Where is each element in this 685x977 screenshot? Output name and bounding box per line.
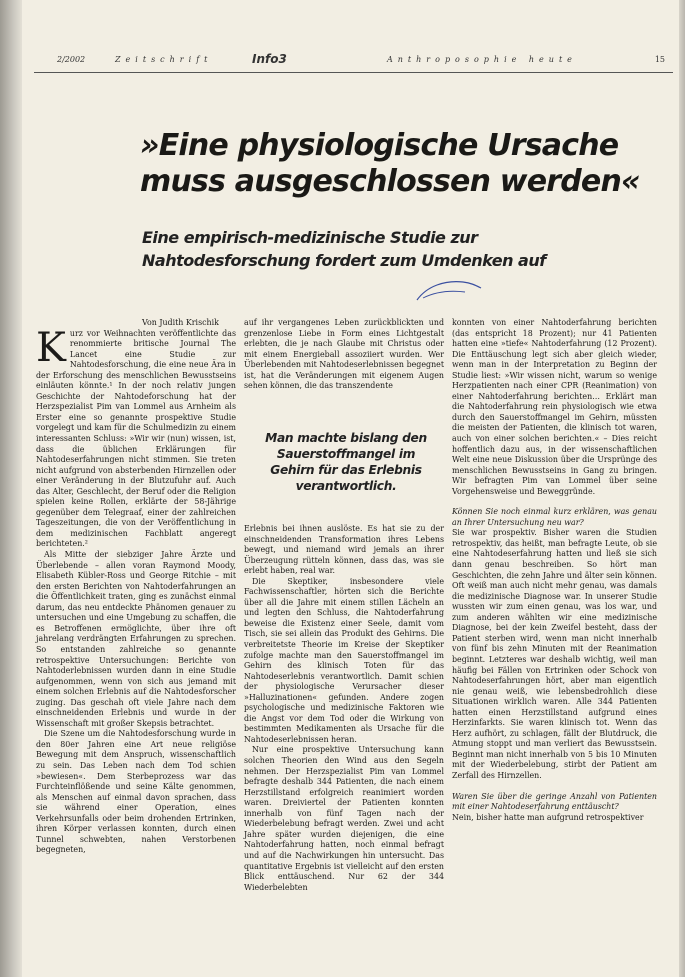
magazine-label: Zeitschrift [115, 55, 213, 64]
article-title: »Eine physiologische Ursache muss ausgeschlossen werden« [140, 128, 640, 199]
paragraph: Die Skeptiker, insbesondere viele Fachwissenschaftler, hörten sich die Berichte über all die Jahre mit einem stillen Lächeln an und legten den Schluss, die Nahtoderfahrung beweise die Existenz einer Seele, damit vom Tisch, sie sei allein das Produkt des Gehirns. Die verbreitetste Theorie im Kreise der Skeptiker zufolge machte man den Sauerstoffmangel im Gehirn des klinisch Toten für das Nahtodeserlebnis verantwortlich. Damit schien der physiologische Verursacher dieser »Halluzinationen« gefunden. Andere zogen psychologische und medizinische Faktoren wie die Angst vor dem Tod oder die Wirkung von bestimmten Medikamenten als Ursache für die Nahtodeserlebnissen heran. [244, 576, 444, 744]
column-2-bottom [244, 524, 444, 893]
paragraph: Erlebnis bei ihnen auslöste. Es hat sie zu der einschneidenden Transformation ihres Lebens bewegt, und niemand wird jemals an ihrer Überzeugung rütteln können, dass das, was sie erlebt haben, real war. [244, 524, 444, 576]
page-edge [679, 0, 685, 977]
drop-cap: K [36, 324, 66, 371]
paragraph: Als Mitte der siebziger Jahre Ärzte und Überlebende – allen voran Raymond Moody, Elisabeth Kübler-Ross und George Ritchie – mit den ersten Berichten von Nahtoderfahrungen an die Öffentlichkeit traten, ging es zunächst einmal darum, das neu entdeckte Phänomen genauer zu untersuchen und eine Umgebung zu schaffen, die es Betroffenen ermöglichte, über ihre oft jahrelang verdrängten Erfahrungen zu sprechen. So entstanden zahlreiche so genannte retrospektive Untersuchungen: Berichte von Nahtoderlebnissen wurden dann in eine Studie aufgenommen, wenn von sich aus jemand mit einem solchen Erlebnis auf die Nahtodesforscher zuging. Das geschah oft viele Jahre nach dem einschneidenden Erlebnis und wurde in der Wissenschaft mit großer Skepsis betrachtet. [36, 550, 236, 728]
byline: Von Judith Krischik [142, 318, 219, 327]
column-2-top [244, 318, 444, 392]
issue-number: 2/2002 [57, 55, 86, 64]
interview-question: Können Sie noch einmal kurz erklären, was genau an Ihrer Untersuchung neu war? [452, 507, 657, 527]
paragraph: Nur eine prospektive Untersuchung kann solchen Theorien den Wind aus den Segeln nehmen. Der Herzspezialist Pim van Lommel befragte deshalb 344 Patienten, die nach einem Herzstillstand erfolgreich reanimiert worden waren. Dreiviertel der Patienten konnten innerhalb von fünf Tagen nach der Wiederbelebung befragt werden. Zwei und acht Jahre später wurden diejenigen, die eine Nahtoderfahrung hatten, noch einmal befragt und auf die Nachwirkungen hin untersucht. Das quantitative Ergebnis ist vielleicht auf den ersten Blick enttäuschend. Nur 62 der 344 Wiederbelebten [244, 745, 444, 892]
interview-answer: Nein, bisher hatte man aufgrund retrospektiver [452, 812, 644, 822]
pull-quote: Man machte bislang den Sauerstoffmangel im Gehirn für das Erlebnis verantwortlich. [265, 431, 427, 493]
lead-text: urz vor Weihnachten veröffentlichte das renommierte britische Journal The Lancet eine Studie zur Nahtodesforschung, die eine neue Ära in der Erforschung des menschlichen Bewusstseins einläuten könnte.¹ In der noch relativ jungen Geschichte der Nahtodeforschung hat der Herzspezialist Pim van Lommel aus Arnheim als Erster eine so genannte prospektive Studie vorgelegt und kam für die Schulmedizin zu einem interessanten Schluss: »Wir wir (nun) wissen, ist, dass die üblichen Erklärungen für Nahtodeserfahrungen nicht stimmen. Sie treten nicht aufgrund von absterbenden Hirnzellen oder einer Veränderung in der Blutzufuhr auf. Auch das Alter, Geschlecht, der Beruf oder die Religion spielen keine Rollen, erklärte der 58-Jährige gegenüber dem Telegraaf, einer der zahlreichen Tageszeitungen, die von der Veröffentlichung in dem medizinischen Fachblatt angeregt berichteten.² [36, 328, 236, 549]
interview-answer: Sie war prospektiv. Bisher waren die Studien retrospektiv, das heißt, man befragte Leute, ob sie eine Nahtodeserfahrung hatten und ließ sie sich dann genau beschreiben. So hört man Geschichten, die zehn Jahre und älter sein können. Oft weiß man auch nicht mehr genau, was damals die medizinische Diagnose war. In unserer Studie wussten wir zum einen genau, was los war, und zum anderen wählten wir eine medizinische Diagnose, bei der kein Zweifel besteht, dass der Patient sterben wird, wenn man nicht innerhalb von fünf bis zehn Minuten mit der Reanimation beginnt. Letzteres war deshalb wichtig, weil man häufig bei Fällen von Ertrinken oder Schock von Nahtodeserfahrungen hört, aber man eigentlich nie genau weiß, wie lebensbedrohlich diese Situationen wirklich waren. Alle 344 Patienten hatten einen Herzstillstand aufgrund eines Herzinfarkts. Sie waren klinisch tot. Wenn das Herz aufhört, zu schlagen, fällt der Blutdruck, die Atmung stoppt und man verliert das Bewusstsein. Beginnt man nicht innerhalb von 5 bis 10 Minuten mit der Wiederbelebung, stirbt der Patient am Zerfall des Hirnzellen. [452, 528, 657, 780]
column-1 [36, 318, 236, 856]
magazine-page [22, 0, 685, 977]
interview-question: Waren Sie über die geringe Anzahl von Patienten mit einer Nahtodeserfahrung enttäuscht? [452, 791, 657, 812]
paragraph: Die Szene um die Nahtodesforschung wurde in den 80er Jahren eine Art neue religiöse Bewegung mit dem Anspruch, wissenschaftlich zu sein. Das Leben nach dem Tod schien »bewiesen«. Dem Sterbeprozess war das Furchteinflößende und seine Kälte genommen, als Menschen auf einmal davon sprachen, dass sie während einer Operation, eines Verkehrsunfalls oder beim drohenden Ertrinken, ihren Körper verlassen konnten, durch einen Tunnel schwebten, nahen Verstorbenen begegneten, [36, 729, 236, 855]
pen-scribble [415, 276, 485, 304]
info3-logo: Info3 [252, 52, 287, 66]
paragraph: auf ihr vergangenes Leben zurückblickten und grenzenlose Liebe in Form eines Lichtgestalt erlebten, die je nach Glaube mit Christus oder mit einem Energieball assoziiert wurden. Wer Überlebenden mit Nahtodeserlebnissen begegnet ist, hat die Veränderungen mit eigenem Augen sehen können, die das transzendente [244, 318, 444, 391]
header-rule [34, 72, 673, 73]
topic-label: Anthroposophie heute [387, 55, 577, 64]
column-3 [452, 318, 657, 823]
page-number: 15 [654, 55, 665, 64]
article-subtitle: Eine empirisch-medizinische Studie zur Nahtodesforschung fordert zum Umdenken auf [142, 228, 546, 270]
binding-shadow [0, 0, 22, 977]
running-header [57, 53, 665, 69]
paragraph: konnten von einer Nahtoderfahrung berichten (das entspricht 18 Prozent); nur 41 Patienten hatten eine »tiefe« Nahtoderfahrung (12 Prozent). Die Enttäuschung legt sich aber gleich wieder, wenn man in der Interpretation zu Beginn der Studie liest: »Wir wissen nicht, warum so wenige Herzpatienten nach einer CPR (Reanimation) von einer Nahtoderfahrung berichten… Erklärt man die Nahtoderfahrung rein physiologisch wie etwa durch den Sauerstoffmangel im Gehirn, müssten die meisten der Patienten, die klinisch tot waren, auch von einer solchen berichten.« – Dies reicht hoffentlich dazu aus, in der wissenschaftlichen Welt eine neue Diskussion über die Ursprünge des menschlichen Bewusstseins in Gang zu bringen. Wir befragten Pim van Lommel über seine Vorgehensweise und Beweggründe. [452, 318, 657, 496]
lead-paragraph [36, 324, 236, 550]
